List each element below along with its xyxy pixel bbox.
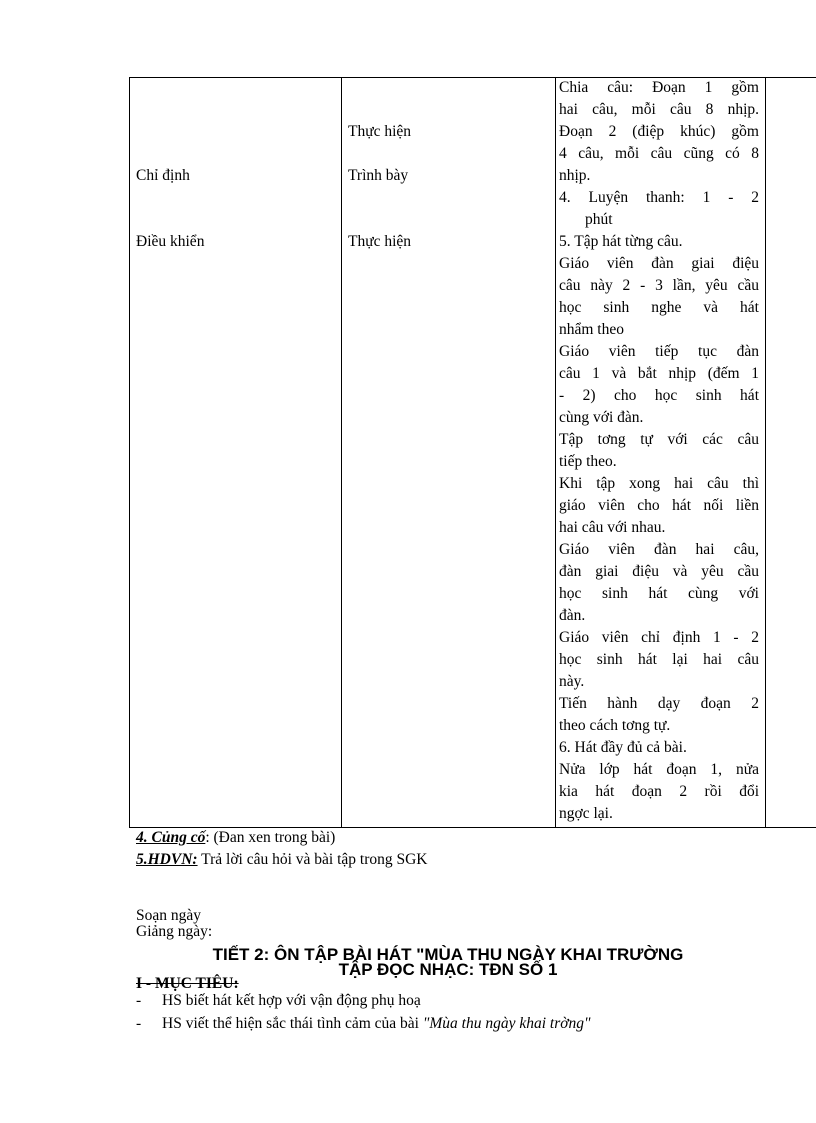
activity-line: Đoạn 2 (điệp khúc) gồm [559,123,759,140]
activity-line: 4. Luyện thanh: 1 - 2 [559,189,759,206]
activity-line: Giáo viên đàn giai điệu [559,255,759,272]
activity-line: đàn. [559,607,586,624]
activity-line: theo cách tơng tự. [559,717,671,734]
activity-line: giáo viên cho hát nối liền [559,497,759,514]
giang-ngay: Giảng ngày: [136,923,213,940]
bullet-marker: - [136,992,142,1009]
activity-line: Nửa lớp hát đoạn 1, nửa [559,761,759,778]
table-divider-3 [765,77,766,827]
activity-line: 6. Hát đầy đủ cả bài. [559,739,687,756]
hdvn-text: Trả lời câu hỏi và bài tập trong SGK [197,851,428,868]
cell-thuc-hien-2: Thực hiện [348,233,412,250]
bullet-item [136,990,421,1012]
activity-line: đàn giai điệu và yêu cầu [559,563,759,580]
activity-line: Tiến hành dạy đoạn 2 [559,695,759,712]
cung-co-label: 4. Củng cố [136,829,206,846]
lesson-title: TIẾT 2: ÔN TẬP BÀI HÁT "MÙA THU NGÀY KHAI TRƯỜNG [212,945,684,964]
activity-line: Chia câu: Đoạn 1 gồm [559,79,759,96]
bullet-text: HS viết thể hiện sắc thái tình cảm của bài [162,1015,423,1032]
activity-line: cùng với đàn. [559,409,644,426]
activity-line: học sinh nghe và hát [559,299,759,316]
soan-ngay: Soạn ngày [136,907,202,924]
cell-dieu-khien: Điều khiển [136,233,205,250]
lesson-subtitle: TẬP ĐỌC NHẠC: TĐN SỐ 1 [338,960,558,979]
activity-line: nhẩm theo [559,321,624,338]
cell-thuc-hien-1: Thực hiện [348,123,412,140]
hdvn-line [136,849,428,871]
activity-line: - 2) cho học sinh hát [559,387,759,404]
activity-line: học sinh hát lại hai câu [559,651,759,668]
activity-line: hai câu với nhau. [559,519,666,536]
bullet-text: HS biết hát kết hợp với vận động phụ hoạ [162,992,421,1009]
activity-line: phút [585,211,613,228]
activity-line: Giáo viên chỉ định 1 - 2 [559,629,759,646]
activity-line: nhịp. [559,167,591,184]
cung-co-text: : (Đan xen trong bài) [205,829,336,846]
activity-line: học sinh hát cùng với [559,585,759,602]
activity-line: Giáo viên tiếp tục đàn [559,343,759,360]
activity-line: 5. Tập hát từng câu. [559,233,683,250]
activity-line: kia hát đoạn 2 rồi đổi [559,783,759,800]
section-heading: I - MỤC TIÊU: [136,975,239,992]
table-divider-1 [341,77,342,827]
activity-line: tiếp theo. [559,453,617,470]
cell-chi-dinh: Chỉ định [136,167,190,184]
table-divider-2 [555,77,556,827]
activity-line: ngợc lại. [559,805,613,822]
cell-trinh-bay: Trình bày [348,167,409,184]
activity-line: này. [559,673,585,690]
activity-line: 4 câu, mỗi câu cũng có 8 [559,145,759,162]
activity-line: Giáo viên đàn hai câu, [559,541,759,558]
activity-line: Khi tập xong hai câu thì [559,475,759,492]
activity-line: câu này 2 - 3 lần, yêu cầu [559,277,759,294]
activity-line: câu 1 và bắt nhịp (đếm 1 [559,365,759,382]
activity-line: Tập tơng tự với các câu [559,431,759,448]
bullet-song-title: "Mùa thu ngày khai trờng" [422,1015,591,1032]
table-border-left [129,77,130,827]
hdvn-label: 5.HDVN: [136,851,198,868]
bullet-marker: - [136,1015,142,1032]
activity-line: hai câu, mỗi câu 8 nhịp. [559,101,759,118]
cung-co-line [136,827,335,849]
bullet-item [136,1013,591,1035]
cell-activities [559,77,759,825]
